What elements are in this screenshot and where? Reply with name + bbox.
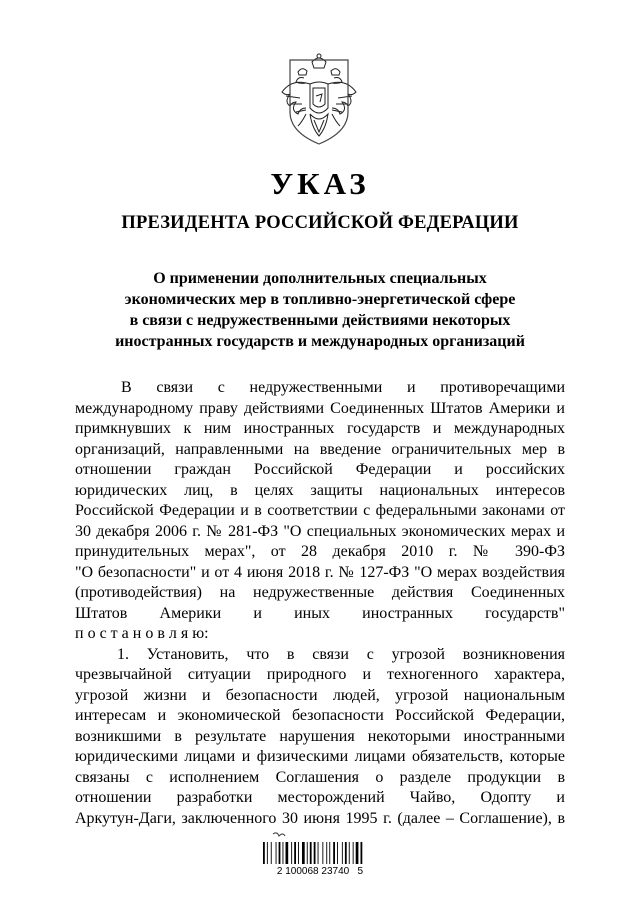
body-line: "О безопасности" и от 4 июня 2018 г. № 127-ФЗ "О мерах воздействия <box>75 563 565 581</box>
body-line: примкнувших к ним иностранных государств и международных <box>75 420 565 437</box>
body-line: отношении разработки месторождений Чайво, Одопту и <box>75 789 565 806</box>
subject-line: О применении дополнительных специальных <box>153 270 487 287</box>
barcode-bar <box>318 842 319 864</box>
body-line: юридических лиц, в целях защиты национальных интересов <box>75 481 565 499</box>
body-line: связаны с исполнением Соглашения о разделе продукции в <box>75 768 565 786</box>
barcode-bar <box>276 842 277 864</box>
barcode-bar <box>263 842 265 864</box>
barcode-bar <box>279 842 281 864</box>
body-line: интересам и экономической безопасности Российской Федерации, <box>75 707 565 724</box>
barcode-bar <box>356 842 359 864</box>
body-line: Российской Федерации и в соответствии с федеральными законами от <box>75 502 565 519</box>
barcode-bar <box>302 842 305 864</box>
subject-line: иностранных государств и международных организаций <box>115 333 525 350</box>
coat-of-arms-emblem <box>276 52 362 146</box>
body-line: (противодействия) на недружественные действия Соединенных <box>75 584 565 601</box>
barcode-bar <box>271 842 272 864</box>
barcode-bar <box>314 842 316 864</box>
body-line: юридическими лицами и физическими лицами обязательств, которые <box>75 748 565 765</box>
body-line: Штатов Америки и иных иностранных государств" <box>75 604 565 622</box>
barcode-bar <box>307 842 308 864</box>
body-line: чрезвычайной ситуации природного и техногенного характера, <box>75 666 565 683</box>
barcode-bar <box>298 842 299 864</box>
barcode-bar <box>353 842 354 864</box>
body-line: принудительных мерах", от 28 декабря 2010 г. № 390-ФЗ <box>75 543 565 560</box>
subject-line: в связи с недружественными действиями некоторых <box>129 312 511 329</box>
document-subtitle: ПРЕЗИДЕНТА РОССИЙСКОЙ ФЕДЕРАЦИИ <box>121 213 519 233</box>
decree-subject <box>80 268 560 352</box>
barcode-bar <box>342 842 343 864</box>
body-line: 1. Установить, что в связи с угрозой возникновения <box>117 645 565 663</box>
barcode-bar <box>283 842 284 864</box>
body-line: международному праву действиями Соединенных Штатов Америки и <box>75 399 565 417</box>
barcode-bar <box>310 842 312 864</box>
body-line: Аркутун-Даги, заключенного 30 июня 1995 г. (далее – Соглашение), в <box>75 809 565 827</box>
barcode-bar <box>337 842 338 864</box>
barcode-bar <box>286 842 289 864</box>
body-line: организаций, направленными на введение ограничительных мер в <box>75 440 565 458</box>
barcode-bar <box>345 842 347 864</box>
signature-mark <box>273 833 285 836</box>
body-line: возникшими в результате нарушения некоторыми иностранными <box>75 727 565 745</box>
body-line: 30 декабря 2006 г. № 281-ФЗ "О специальных экономических мерах и <box>75 522 565 540</box>
body-line: отношении граждан Российской Федерации и российских <box>75 461 565 478</box>
barcode-bar <box>294 842 296 864</box>
body-line-resolution: п о с т а н о в л я ю: <box>75 625 209 642</box>
barcode-bar <box>326 842 327 864</box>
barcode-bar <box>361 842 363 864</box>
barcode <box>259 832 383 892</box>
barcode-bar <box>322 842 323 864</box>
decree-body <box>75 378 565 829</box>
document-title: УКАЗ <box>270 166 370 201</box>
body-line: угрозой жизни и безопасности людей, угрозой национальным <box>75 686 565 704</box>
barcode-bar <box>267 842 268 864</box>
barcode-number: 2 100068 23740 5 <box>276 866 364 877</box>
barcode-bar <box>333 842 335 864</box>
barcode-bar <box>349 842 350 864</box>
body-line: В связи с недружественными и противоречащими <box>121 379 565 396</box>
subject-line: экономических мер в топливно-энергетической сфере <box>124 291 516 308</box>
barcode-bar <box>329 842 330 864</box>
barcode-bar <box>291 842 292 864</box>
